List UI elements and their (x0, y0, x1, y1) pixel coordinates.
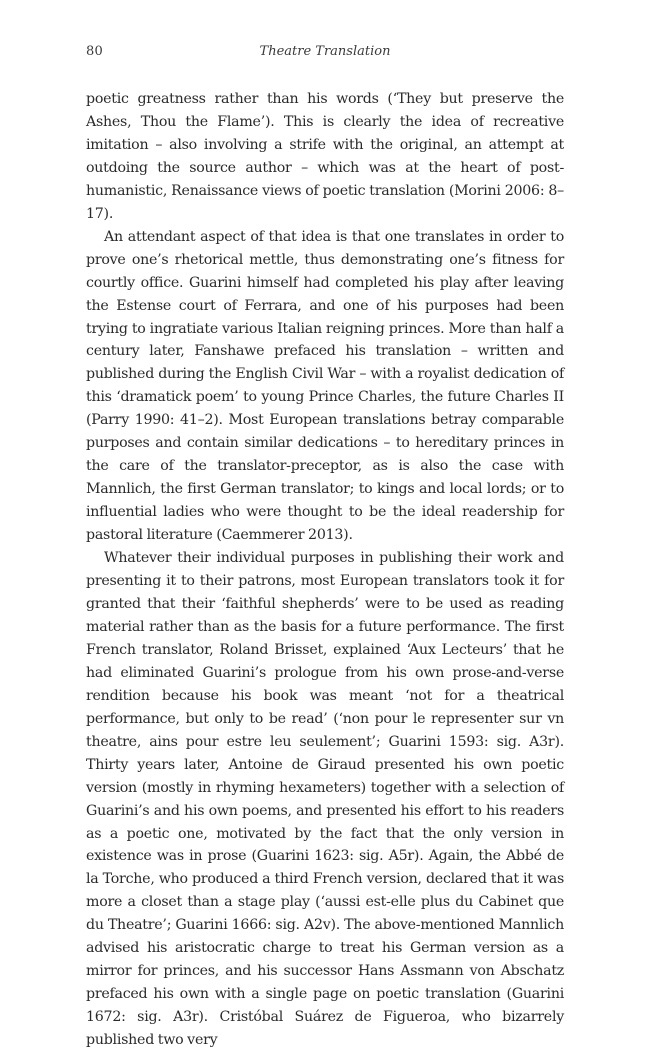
body-text (86, 88, 564, 1052)
page-number: 80 (86, 44, 103, 59)
paragraph-continuation: poetic greatness rather than his words (‘They but preserve the Ashes, Thou the Flame’). This is clearly the idea of recreative imitation – also involving a strife with the original, an attempt at outdoing the source author – which was at the heart of post-humanistic, Renaissance views of poetic translation (Morini 2006: 8–17). (86, 91, 564, 222)
paragraph-courtly-office: An attendant aspect of that idea is that one translates in order to prove one’s rhetorical mettle, thus demonstrating one’s fitness for courtly office. Guarini himself had completed his play after leaving the Estense court of Ferrara, and one of his purposes had been trying to ingratiate various Italian reigning princes. More than half a century later, Fanshawe prefaced his translation – written and published during the English Civil War – with a royalist dedication of this ‘dramatick poem’ to young Prince Charles, the future Charles II (Parry 1990: 41–2). Most European translations betray comparable purposes and contain similar dedications – to hereditary princes in the care of the translator-preceptor, as is also the case with Mannlich, the first German translator; to kings and local lords; or to influential ladies who were thought to be the ideal readership for pastoral literature (Caemmerer 2013). (86, 228, 564, 544)
paragraph-reading-material: Whatever their individual purposes in publishing their work and presenting it to their patrons, most European translators took it for granted that their ‘faithful shepherds’ were to be used as reading material rather than as the basis for a future performance. The first French translator, Roland Brisset, explained ‘Aux Lecteurs’ that he had eliminated Guarini’s prologue from his own prose-and-verse rendition because his book was meant ‘not for a theatrical performance, but only to be read’ (‘non pour le representer sur vn theatre, ains pour estre leu seulement’; Guarini 1593: sig. A3r). Thirty years later, Antoine de Giraud presented his own poetic version (mostly in rhyming hexameters) together with a selection of Guarini’s and his own poems, and presented his effort to his readers as a poetic one, motivated by the fact that the only version in existence was in prose (Guarini 1623: sig. A5r). Again, the Abbé de la Torche, who produced a third French version, declared that it was more a closet than a stage play (‘aussi est-elle plus du Cabinet que du Theatre’; Guarini 1666: sig. A2v). The above-mentioned Mannlich advised his aristocratic charge to treat his German version as a mirror for princes, and his successor Hans Assmann von Abschatz prefaced his own with a single page on poetic translation (Guarini 1672: sig. A3r). Cristóbal Suárez de Figueroa, who bizarrely published two very (86, 550, 564, 1049)
running-head (86, 44, 564, 64)
running-title: Theatre Translation (259, 44, 391, 59)
